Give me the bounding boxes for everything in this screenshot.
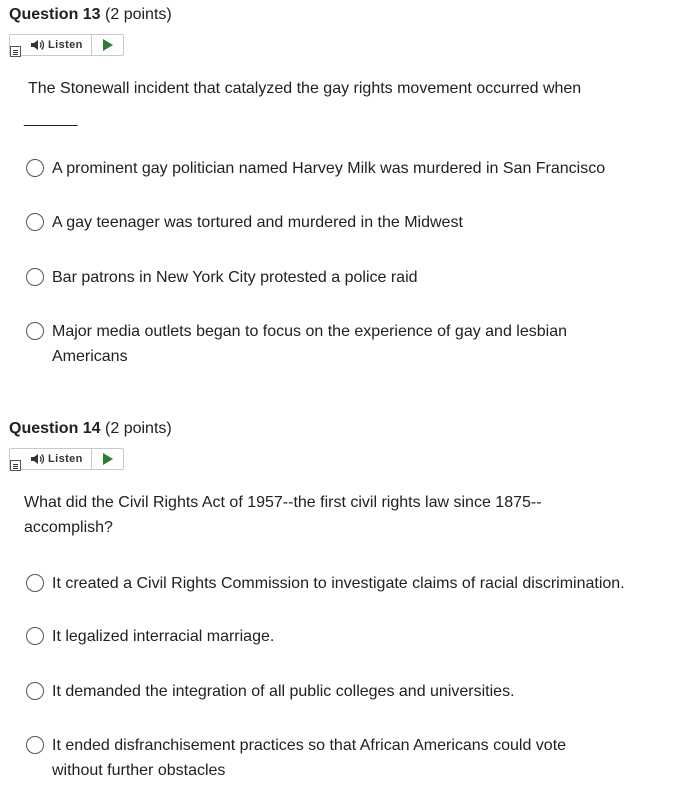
speaker-icon bbox=[30, 39, 44, 51]
radio-button[interactable] bbox=[26, 682, 44, 700]
radio-button[interactable] bbox=[26, 736, 44, 754]
question-number: Question 13 bbox=[9, 6, 101, 23]
listen-widget bbox=[9, 34, 124, 56]
radio-button[interactable] bbox=[26, 268, 44, 286]
listen-button[interactable] bbox=[10, 35, 92, 55]
answer-option[interactable] bbox=[26, 265, 418, 290]
option-text: Major media outlets began to focus on the experience of gay and lesbian Americans bbox=[52, 323, 567, 365]
option-text: It demanded the integration of all public colleges and universities. bbox=[52, 683, 515, 700]
play-icon bbox=[103, 453, 113, 465]
answer-option[interactable] bbox=[26, 624, 274, 649]
listen-label: Listen bbox=[48, 453, 83, 465]
option-text: Bar patrons in New York City protested a police raid bbox=[52, 269, 418, 286]
answer-option[interactable] bbox=[26, 319, 606, 369]
question-number: Question 14 bbox=[9, 420, 101, 437]
radio-button[interactable] bbox=[26, 159, 44, 177]
question-prompt: The Stonewall incident that catalyzed the gay rights movement occurred when bbox=[28, 80, 582, 97]
radio-button[interactable] bbox=[26, 322, 44, 340]
play-icon bbox=[103, 39, 113, 51]
answer-option[interactable] bbox=[26, 210, 463, 235]
option-text: It created a Civil Rights Commission to investigate claims of racial discrimination. bbox=[52, 575, 625, 592]
option-text: It ended disfranchisement practices so that African Americans could vote without further obstacles bbox=[52, 737, 567, 779]
play-button[interactable] bbox=[92, 35, 123, 55]
listen-widget bbox=[9, 448, 124, 470]
radio-button[interactable] bbox=[26, 213, 44, 231]
listen-label: Listen bbox=[48, 39, 83, 51]
play-button[interactable] bbox=[92, 449, 123, 469]
question-14-title bbox=[9, 420, 172, 438]
menu-icon[interactable] bbox=[10, 46, 21, 57]
option-text: A gay teenager was tortured and murdered in the Midwest bbox=[52, 214, 463, 231]
option-text: A prominent gay politician named Harvey Milk was murdered in San Francisco bbox=[52, 160, 606, 177]
answer-option[interactable] bbox=[26, 156, 605, 181]
question-prompt: What did the Civil Rights Act of 1957--the first civil rights law since 1875--accomplish? bbox=[24, 494, 542, 536]
question-13-title bbox=[9, 6, 172, 24]
radio-button[interactable] bbox=[26, 574, 44, 592]
answer-option[interactable] bbox=[26, 733, 606, 783]
question-points: (2 points) bbox=[105, 6, 172, 23]
radio-button[interactable] bbox=[26, 627, 44, 645]
listen-button[interactable] bbox=[10, 449, 92, 469]
answer-option[interactable] bbox=[26, 571, 625, 596]
answer-blank: ______ bbox=[24, 110, 78, 127]
answer-option[interactable] bbox=[26, 679, 515, 704]
question-points: (2 points) bbox=[105, 420, 172, 437]
option-text: It legalized interracial marriage. bbox=[52, 628, 275, 645]
menu-icon[interactable] bbox=[10, 460, 21, 471]
speaker-icon bbox=[30, 453, 44, 465]
